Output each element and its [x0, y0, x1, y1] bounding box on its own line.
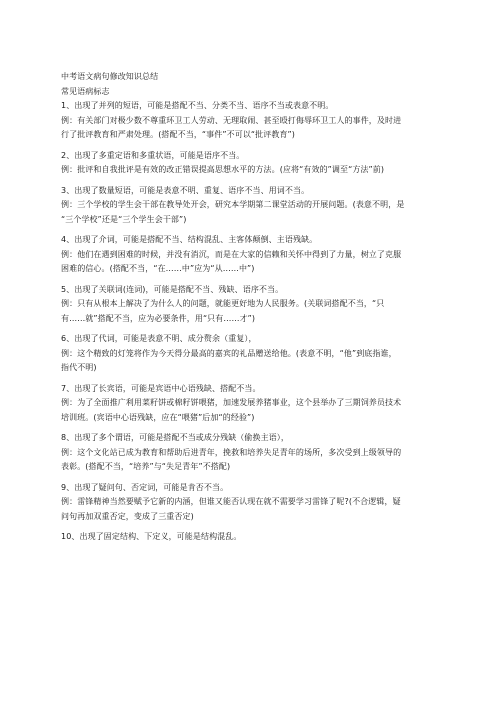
section-10: [61, 530, 460, 545]
section-6: [61, 332, 460, 376]
section-text: 培训班。(宾语中心语残缺，应在“喂猪”后加“的经验”): [61, 412, 255, 422]
section-heading: 6、出现了代词，可能是表意不明、成分赘余（重复），: [61, 334, 257, 343]
section-9: [61, 481, 460, 525]
section-text: 例：为了全面推广利用菜籽饼或棉籽饼喂猪，加速发展养猪事业，这个县举办了三期饲养员技术: [61, 398, 402, 407]
section-8: [61, 431, 460, 475]
section-text: 例：只有从根本上解决了为什么人的问题，就能更好地为人民服务。(关联词搭配不当，“只: [61, 299, 385, 308]
section-text: 问句再加双重否定，变成了三重否定): [61, 511, 194, 521]
section-7: [61, 382, 460, 426]
section-text: 指代不明): [61, 363, 97, 372]
section-text: 困难的信心。(搭配不当，“在……中”应为“从……中”): [61, 264, 255, 273]
section-text: 表彰。(搭配不当，“培养”与“失足青年”不搭配): [61, 462, 231, 471]
section-heading: 7、出现了长宾语，可能是宾语中心语残缺、搭配不当。: [61, 383, 261, 393]
section-2: [61, 149, 460, 178]
section-text: 例：批评和自我批评是有效的改正错误提高思想水平的方法。(应将“有效的”调至“方法”前): [61, 165, 385, 174]
section-5: [61, 283, 460, 327]
section-heading: 2、出现了多重定语和多重状语，可能是语序不当。: [61, 150, 245, 160]
section-3: [61, 184, 460, 228]
section-text: 例：他们在遇到困难的时候，并没有消沉，而是在大家的信赖和关怀中得到了力量，树立了克服: [61, 249, 402, 259]
section-text: 例：三个学校的学生会干部在教导处开会，研究本学期第二课堂活动的开展问题。(表意不明，是: [61, 200, 405, 209]
section-1: [61, 99, 460, 143]
section-4: [61, 233, 460, 277]
section-text: 行了批评教育和严肃处理。(搭配不当，“事件”不可以“批评教育”): [61, 130, 296, 139]
document-title: 中考语文病句修改知识总结: [61, 72, 159, 81]
section-heading: 10、出现了固定结构、下定义，可能是结构混乱。: [61, 532, 242, 541]
section-text: 例：这个精致的灯笼将作为今天得分最高的嘉宾的礼品赠送给他。(表意不明，“他”到底指谁，: [61, 348, 397, 358]
section-text: 例：这个文化站已成为教育和帮助后进青年，挽救和培养失足青年的场所，多次受到上级领导的: [61, 447, 402, 457]
section-text: “三个学校”还是“三个学生会干部”): [61, 214, 187, 224]
section-heading: 4、出现了介词，可能是搭配不当、结构混乱、主客体颠倒、主语残缺。: [61, 235, 318, 244]
section-heading: 1、出现了并列的短语，可能是搭配不当、分类不当、语序不当或表意不明。: [61, 101, 334, 110]
section-heading: 8、出现了多个谓语，可能是搭配不当或成分残缺（偷换主语），: [61, 433, 289, 442]
section-text: 例：雷锋精神当然要赋予它新的内涵，但谁又能否认现在就不需要学习雷锋了呢?(不合逻辑，疑: [61, 497, 401, 506]
section-text: 有……就”搭配不当，应为必要条件，用“只有……才”): [61, 313, 256, 323]
document-subtitle: 常见语病标志: [61, 86, 110, 96]
section-heading: 9、出现了疑问句、否定词，可能是肯否不当。: [61, 482, 229, 492]
section-heading: 5、出现了关联词(连词)，可能是搭配不当、残缺、语序不当。: [61, 284, 284, 294]
section-heading: 3、出现了数量短语，可能是表意不明、重复、语序不当、用词不当。: [61, 185, 310, 195]
section-text: 例：有关部门对极少数不尊重环卫工人劳动、无理取闹、甚至殴打侮辱环卫工人的事件，及时进: [61, 115, 402, 125]
